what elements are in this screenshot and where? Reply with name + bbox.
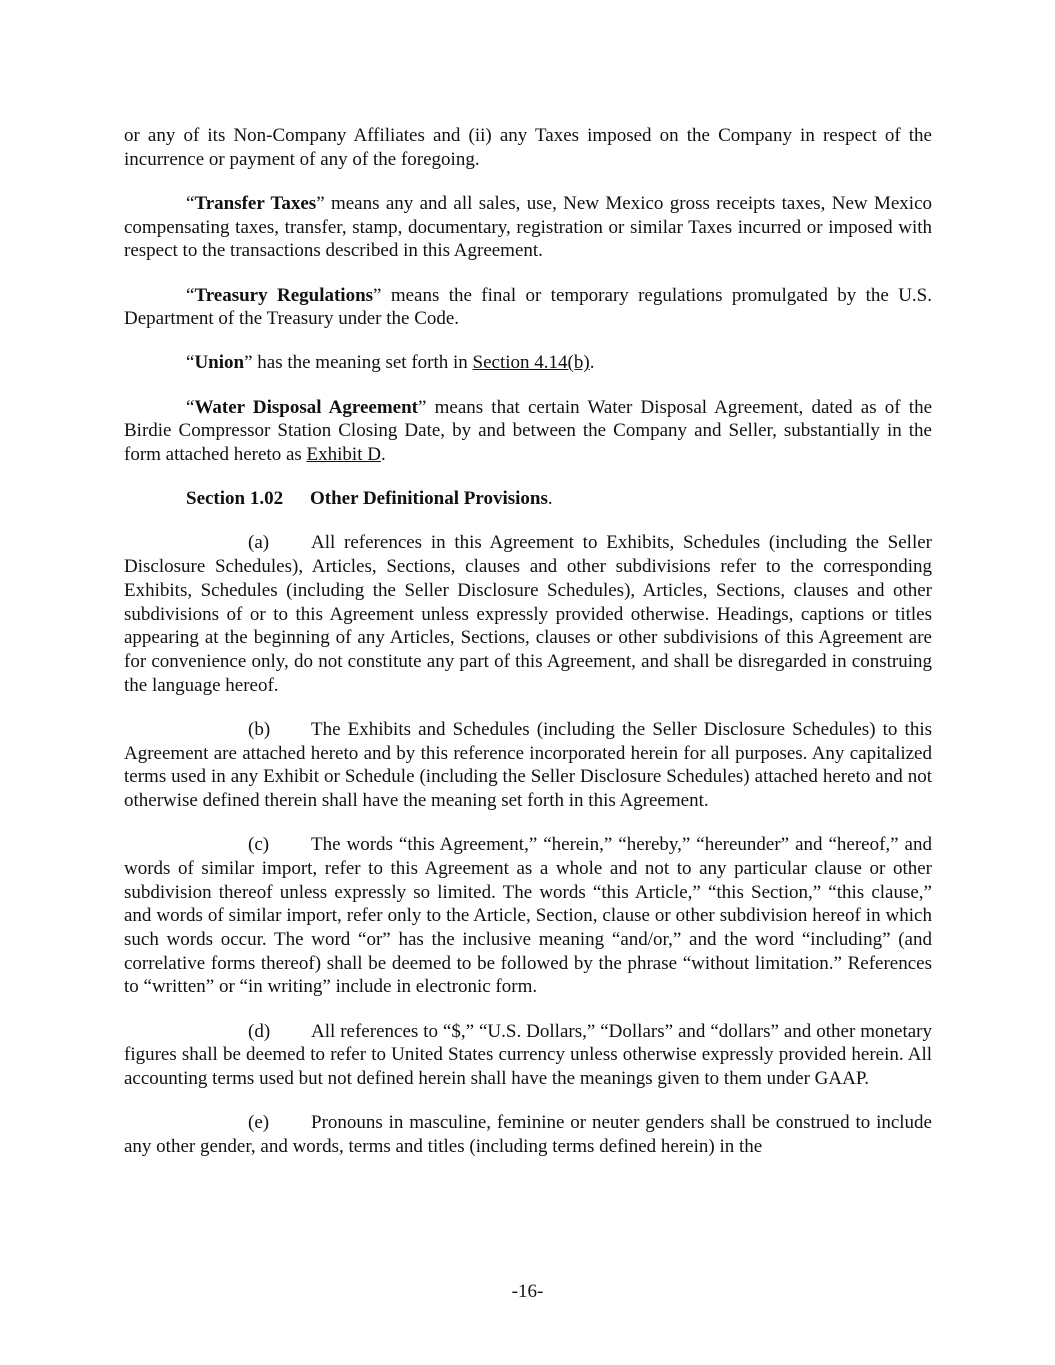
definition-union: “Union” has the meaning set forth in Section 4.14(b). [186, 352, 595, 374]
continuation-paragraph: or any of its Non-Company Affiliates and (ii) any Taxes imposed on the Company in respect of the incurrence or payment of any of the foregoing. [124, 125, 932, 170]
subsection-label: (b) [248, 718, 271, 740]
section-title: Other Definitional Provisions [310, 488, 548, 510]
definition-treasury-regulations: “Treasury Regulations” means the final or temporary regulations promulgated by the U.S. Department of the Treasury under the Code. [124, 284, 932, 330]
subsection-c: (c) The words “this Agreement,” “herein,” “hereby,” “hereunder” and “hereof,” and words of similar import, refer to this Agreement as a whole and not to any particular clause or other subdivision thereof unless expressly so limited. The words “this Article,” “this Section,” “this clause,” and words of similar import, refer only to the Article, Section, clause or other subdivision hereof in which such words occur. The word “or” has the inclusive meaning “and/or,” and the word “including” (and correlative forms thereof) shall be deemed to be followed by the phrase “without limitation.” References to “written” or “in writing” include in electronic form. [124, 834, 932, 998]
section-number: Section 1.02 [186, 488, 284, 510]
defined-term: Union [194, 352, 245, 374]
subsection-label: (d) [248, 1020, 271, 1042]
defined-term: Treasury Regulations [194, 284, 374, 306]
subsection-label: (a) [248, 532, 270, 554]
subsection-label: (c) [248, 834, 270, 856]
definition-transfer-taxes: “Transfer Taxes” means any and all sales, use, New Mexico gross receipts taxes, New Mexico compensating taxes, transfer, stamp, documentary, registration or similar Taxes incurred or imposed with respect to the transactions described in this Agreement. [124, 192, 933, 262]
subsection-label: (e) [248, 1112, 270, 1134]
defined-term: Transfer Taxes [194, 192, 317, 214]
definition-water-disposal-agreement: “Water Disposal Agreement” means that certain Water Disposal Agreement, dated as of the Birdie Compressor Station Closing Date, by and between the Company and Seller, substantially in the form attached hereto as Exhibit D. [124, 396, 932, 466]
page-number: -16- [511, 1281, 544, 1302]
section-heading: Section 1.02 Other Definitional Provisions. [186, 488, 553, 510]
defined-term: Water Disposal Agreement [194, 396, 418, 418]
document-page [124, 124, 932, 1179]
cross-reference: Section 4.14(b) [472, 352, 590, 374]
subsection-e: (e) Pronouns in masculine, feminine or neuter genders shall be construed to include any other gender, and words, terms and titles (including terms defined herein) in the [124, 1112, 932, 1157]
cross-reference: Exhibit D [306, 444, 381, 466]
subsection-d: (d) All references to “$,” “U.S. Dollars,” “Dollars” and “dollars” and other monetary figures shall be deemed to refer to United States currency unless otherwise expressly provided herein. All accounting terms used but not defined herein shall have the meanings given to them under GAAP. [124, 1020, 932, 1089]
subsection-a: (a) All references in this Agreement to Exhibits, Schedules (including the Seller Disclosure Schedules), Articles, Sections, clauses and other subdivisions refer to the corresponding Exhibits, Schedules (including the Seller Disclosure Schedules), Articles, Sections, clauses and other subdivisions of or to this Agreement unless expressly provided otherwise. Headings, captions or titles appearing at the beginning of any Articles, Sections, clauses or other subdivisions of this Agreement are for convenience only, do not constitute any part of this Agreement, and shall be disregarded in construing the language hereof. [124, 532, 932, 696]
subsection-b: (b) The Exhibits and Schedules (including the Seller Disclosure Schedules) to this Agreement are attached hereto and by this reference incorporated herein for all purposes. Any capitalized terms used in any Exhibit or Schedule (including the Seller Disclosure Schedules) attached hereto and not otherwise defined therein shall have the meaning set forth in this Agreement. [124, 718, 932, 811]
